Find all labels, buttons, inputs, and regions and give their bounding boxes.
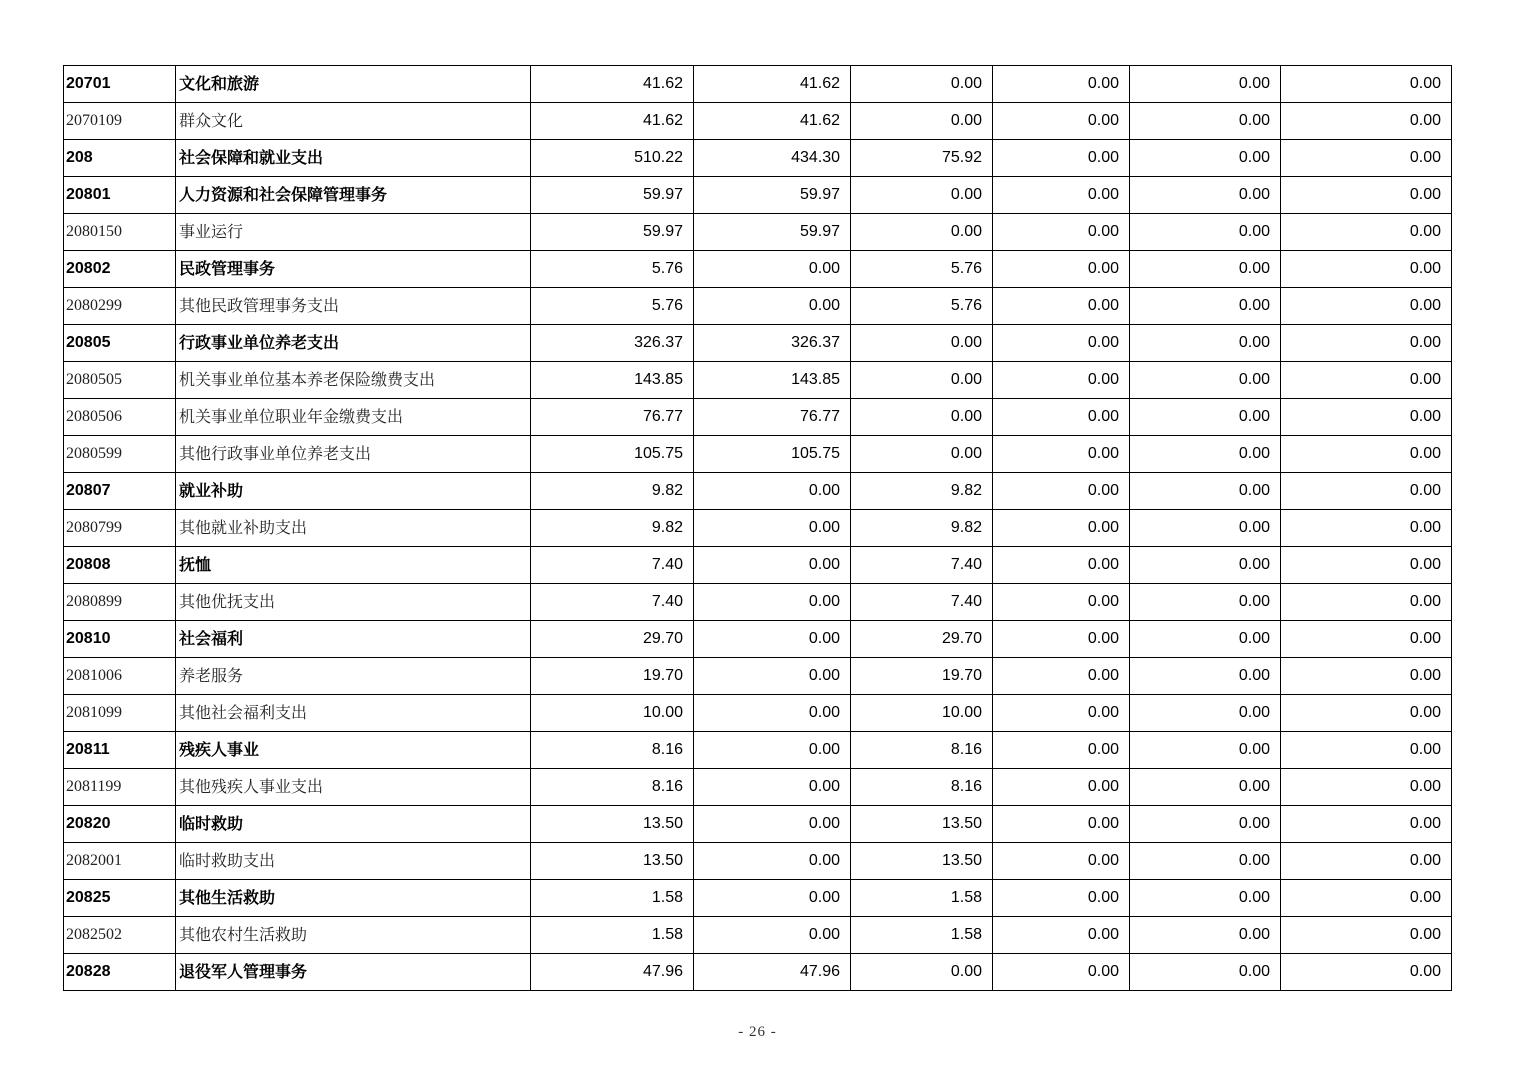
subject-name-cell: 机关事业单位职业年金缴费支出: [176, 399, 531, 436]
amount-cell: 0.00: [1130, 473, 1281, 510]
amount-cell: 0.00: [1281, 695, 1452, 732]
amount-cell: 0.00: [694, 658, 851, 695]
amount-cell: 0.00: [1130, 806, 1281, 843]
amount-cell: 0.00: [851, 214, 993, 251]
subject-code-cell: 208: [64, 140, 176, 177]
subject-code-cell: 20805: [64, 325, 176, 362]
amount-cell: 0.00: [993, 103, 1130, 140]
subject-code-cell: 2081199: [64, 769, 176, 806]
subject-name-cell: 残疾人事业: [176, 732, 531, 769]
amount-cell: 0.00: [993, 140, 1130, 177]
amount-cell: 0.00: [993, 251, 1130, 288]
subject-code-cell: 2080299: [64, 288, 176, 325]
amount-cell: 29.70: [851, 621, 993, 658]
table-row: [64, 214, 1452, 251]
amount-cell: 0.00: [1281, 288, 1452, 325]
amount-cell: 0.00: [993, 806, 1130, 843]
table-row: [64, 66, 1452, 103]
amount-cell: 8.16: [851, 732, 993, 769]
amount-cell: 7.40: [531, 584, 694, 621]
subject-name-cell: 机关事业单位基本养老保险缴费支出: [176, 362, 531, 399]
subject-code-cell: 2080506: [64, 399, 176, 436]
amount-cell: 9.82: [851, 510, 993, 547]
subject-name-cell: 民政管理事务: [176, 251, 531, 288]
amount-cell: 326.37: [531, 325, 694, 362]
subject-code-cell: 2070109: [64, 103, 176, 140]
subject-name-cell: 退役军人管理事务: [176, 954, 531, 991]
subject-code-cell: 2081099: [64, 695, 176, 732]
table-row: [64, 325, 1452, 362]
amount-cell: 1.58: [531, 880, 694, 917]
amount-cell: 0.00: [694, 732, 851, 769]
amount-cell: 0.00: [1130, 288, 1281, 325]
table-row: [64, 658, 1452, 695]
amount-cell: 0.00: [1130, 880, 1281, 917]
amount-cell: 0.00: [993, 954, 1130, 991]
amount-cell: 0.00: [1130, 695, 1281, 732]
amount-cell: 47.96: [531, 954, 694, 991]
subject-code-cell: 2081006: [64, 658, 176, 695]
amount-cell: 143.85: [531, 362, 694, 399]
table-row: [64, 399, 1452, 436]
table-row: [64, 880, 1452, 917]
table-row: [64, 621, 1452, 658]
table-row: [64, 695, 1452, 732]
table-row: [64, 843, 1452, 880]
amount-cell: 19.70: [851, 658, 993, 695]
subject-code-cell: 20808: [64, 547, 176, 584]
table-row: [64, 436, 1452, 473]
amount-cell: 105.75: [694, 436, 851, 473]
amount-cell: 0.00: [1281, 880, 1452, 917]
amount-cell: 0.00: [1281, 843, 1452, 880]
amount-cell: 0.00: [1130, 584, 1281, 621]
amount-cell: 0.00: [993, 473, 1130, 510]
amount-cell: 0.00: [1281, 769, 1452, 806]
amount-cell: 0.00: [1281, 917, 1452, 954]
amount-cell: 0.00: [851, 325, 993, 362]
table-row: [64, 177, 1452, 214]
amount-cell: 5.76: [851, 251, 993, 288]
amount-cell: 510.22: [531, 140, 694, 177]
subject-name-cell: 行政事业单位养老支出: [176, 325, 531, 362]
amount-cell: 9.82: [851, 473, 993, 510]
amount-cell: 326.37: [694, 325, 851, 362]
table-row: [64, 917, 1452, 954]
amount-cell: 0.00: [1130, 251, 1281, 288]
amount-cell: 0.00: [993, 843, 1130, 880]
amount-cell: 0.00: [993, 288, 1130, 325]
amount-cell: 0.00: [694, 251, 851, 288]
subject-name-cell: 其他残疾人事业支出: [176, 769, 531, 806]
amount-cell: 0.00: [694, 917, 851, 954]
table-row: [64, 473, 1452, 510]
amount-cell: 0.00: [1281, 473, 1452, 510]
amount-cell: 8.16: [531, 732, 694, 769]
amount-cell: 41.62: [694, 103, 851, 140]
amount-cell: 0.00: [1281, 140, 1452, 177]
subject-code-cell: 20825: [64, 880, 176, 917]
table-row: [64, 732, 1452, 769]
amount-cell: 0.00: [993, 66, 1130, 103]
amount-cell: 0.00: [694, 510, 851, 547]
amount-cell: 0.00: [993, 177, 1130, 214]
amount-cell: 0.00: [993, 399, 1130, 436]
subject-name-cell: 养老服务: [176, 658, 531, 695]
amount-cell: 434.30: [694, 140, 851, 177]
subject-code-cell: 2082001: [64, 843, 176, 880]
amount-cell: 0.00: [1130, 843, 1281, 880]
subject-code-cell: 20828: [64, 954, 176, 991]
amount-cell: 0.00: [993, 769, 1130, 806]
subject-code-cell: 20810: [64, 621, 176, 658]
subject-name-cell: 抚恤: [176, 547, 531, 584]
table-row: [64, 510, 1452, 547]
amount-cell: 0.00: [1130, 103, 1281, 140]
amount-cell: 0.00: [1130, 547, 1281, 584]
amount-cell: 0.00: [993, 917, 1130, 954]
subject-name-cell: 其他农村生活救助: [176, 917, 531, 954]
amount-cell: 0.00: [993, 880, 1130, 917]
amount-cell: 7.40: [531, 547, 694, 584]
amount-cell: 41.62: [531, 103, 694, 140]
amount-cell: 5.76: [531, 251, 694, 288]
table-body: [64, 66, 1452, 991]
amount-cell: 0.00: [993, 214, 1130, 251]
amount-cell: 0.00: [1130, 436, 1281, 473]
amount-cell: 1.58: [851, 917, 993, 954]
amount-cell: 59.97: [531, 177, 694, 214]
amount-cell: 0.00: [1281, 436, 1452, 473]
amount-cell: 0.00: [1130, 954, 1281, 991]
subject-code-cell: 20807: [64, 473, 176, 510]
amount-cell: 0.00: [1281, 510, 1452, 547]
subject-name-cell: 事业运行: [176, 214, 531, 251]
subject-name-cell: 人力资源和社会保障管理事务: [176, 177, 531, 214]
amount-cell: 0.00: [1130, 399, 1281, 436]
amount-cell: 41.62: [694, 66, 851, 103]
amount-cell: 0.00: [993, 510, 1130, 547]
amount-cell: 13.50: [531, 843, 694, 880]
amount-cell: 0.00: [1281, 177, 1452, 214]
amount-cell: 41.62: [531, 66, 694, 103]
amount-cell: 0.00: [694, 621, 851, 658]
amount-cell: 0.00: [993, 584, 1130, 621]
amount-cell: 0.00: [851, 399, 993, 436]
amount-cell: 0.00: [1130, 325, 1281, 362]
amount-cell: 0.00: [1281, 325, 1452, 362]
amount-cell: 0.00: [1130, 621, 1281, 658]
amount-cell: 9.82: [531, 510, 694, 547]
amount-cell: 0.00: [851, 66, 993, 103]
amount-cell: 5.76: [851, 288, 993, 325]
amount-cell: 0.00: [993, 658, 1130, 695]
amount-cell: 59.97: [694, 177, 851, 214]
table-row: [64, 288, 1452, 325]
page-number: - 26 -: [738, 1024, 777, 1040]
amount-cell: 0.00: [1130, 66, 1281, 103]
subject-name-cell: 文化和旅游: [176, 66, 531, 103]
subject-name-cell: 临时救助支出: [176, 843, 531, 880]
amount-cell: 0.00: [694, 695, 851, 732]
amount-cell: 1.58: [531, 917, 694, 954]
amount-cell: 0.00: [851, 954, 993, 991]
subject-name-cell: 社会福利: [176, 621, 531, 658]
table-row: [64, 251, 1452, 288]
amount-cell: 10.00: [851, 695, 993, 732]
amount-cell: 0.00: [1281, 732, 1452, 769]
amount-cell: 0.00: [851, 436, 993, 473]
amount-cell: 0.00: [694, 547, 851, 584]
amount-cell: 0.00: [993, 362, 1130, 399]
subject-code-cell: 2082502: [64, 917, 176, 954]
subject-code-cell: 2080799: [64, 510, 176, 547]
amount-cell: 0.00: [694, 880, 851, 917]
amount-cell: 0.00: [694, 584, 851, 621]
amount-cell: 0.00: [1281, 251, 1452, 288]
amount-cell: 0.00: [1130, 362, 1281, 399]
subject-name-cell: 其他行政事业单位养老支出: [176, 436, 531, 473]
subject-name-cell: 其他社会福利支出: [176, 695, 531, 732]
table-row: [64, 954, 1452, 991]
amount-cell: 0.00: [694, 806, 851, 843]
amount-cell: 0.00: [1281, 547, 1452, 584]
subject-code-cell: 2080599: [64, 436, 176, 473]
amount-cell: 29.70: [531, 621, 694, 658]
amount-cell: 0.00: [1130, 140, 1281, 177]
amount-cell: 0.00: [694, 843, 851, 880]
amount-cell: 5.76: [531, 288, 694, 325]
amount-cell: 8.16: [851, 769, 993, 806]
amount-cell: 0.00: [694, 288, 851, 325]
amount-cell: 0.00: [1281, 66, 1452, 103]
subject-name-cell: 就业补助: [176, 473, 531, 510]
amount-cell: 8.16: [531, 769, 694, 806]
amount-cell: 7.40: [851, 547, 993, 584]
amount-cell: 0.00: [993, 621, 1130, 658]
amount-cell: 13.50: [851, 806, 993, 843]
amount-cell: 0.00: [1281, 658, 1452, 695]
amount-cell: 105.75: [531, 436, 694, 473]
amount-cell: 0.00: [1281, 214, 1452, 251]
amount-cell: 59.97: [531, 214, 694, 251]
amount-cell: 0.00: [1130, 732, 1281, 769]
amount-cell: 0.00: [1130, 214, 1281, 251]
subject-code-cell: 2080150: [64, 214, 176, 251]
amount-cell: 0.00: [1281, 584, 1452, 621]
amount-cell: 76.77: [531, 399, 694, 436]
table-row: [64, 547, 1452, 584]
amount-cell: 1.58: [851, 880, 993, 917]
table-row: [64, 584, 1452, 621]
amount-cell: 0.00: [993, 695, 1130, 732]
amount-cell: 0.00: [1281, 621, 1452, 658]
amount-cell: 19.70: [531, 658, 694, 695]
subject-code-cell: 20701: [64, 66, 176, 103]
subject-name-cell: 其他优抚支出: [176, 584, 531, 621]
amount-cell: 0.00: [993, 325, 1130, 362]
table-row: [64, 769, 1452, 806]
amount-cell: 0.00: [1130, 917, 1281, 954]
subject-code-cell: 20801: [64, 177, 176, 214]
amount-cell: 7.40: [851, 584, 993, 621]
amount-cell: 47.96: [694, 954, 851, 991]
subject-name-cell: 群众文化: [176, 103, 531, 140]
table-row: [64, 362, 1452, 399]
amount-cell: 0.00: [1281, 103, 1452, 140]
subject-code-cell: 20802: [64, 251, 176, 288]
subject-code-cell: 20820: [64, 806, 176, 843]
subject-code-cell: 20811: [64, 732, 176, 769]
amount-cell: 0.00: [1281, 954, 1452, 991]
subject-name-cell: 社会保障和就业支出: [176, 140, 531, 177]
amount-cell: 0.00: [851, 177, 993, 214]
table-row: [64, 806, 1452, 843]
amount-cell: 10.00: [531, 695, 694, 732]
amount-cell: 0.00: [694, 473, 851, 510]
budget-expenditure-table: [63, 65, 1452, 991]
amount-cell: 0.00: [1130, 177, 1281, 214]
amount-cell: 143.85: [694, 362, 851, 399]
amount-cell: 9.82: [531, 473, 694, 510]
amount-cell: 76.77: [694, 399, 851, 436]
amount-cell: 0.00: [993, 547, 1130, 584]
amount-cell: 0.00: [993, 732, 1130, 769]
table-row: [64, 103, 1452, 140]
amount-cell: 0.00: [1130, 510, 1281, 547]
amount-cell: 0.00: [1130, 769, 1281, 806]
subject-code-cell: 2080505: [64, 362, 176, 399]
amount-cell: 0.00: [1281, 806, 1452, 843]
amount-cell: 0.00: [1281, 399, 1452, 436]
amount-cell: 0.00: [1130, 658, 1281, 695]
subject-name-cell: 其他民政管理事务支出: [176, 288, 531, 325]
table-row: [64, 140, 1452, 177]
subject-name-cell: 其他生活救助: [176, 880, 531, 917]
amount-cell: 75.92: [851, 140, 993, 177]
subject-name-cell: 其他就业补助支出: [176, 510, 531, 547]
amount-cell: 0.00: [851, 362, 993, 399]
subject-name-cell: 临时救助: [176, 806, 531, 843]
amount-cell: 0.00: [851, 103, 993, 140]
amount-cell: 0.00: [993, 436, 1130, 473]
amount-cell: 59.97: [694, 214, 851, 251]
subject-code-cell: 2080899: [64, 584, 176, 621]
amount-cell: 13.50: [851, 843, 993, 880]
amount-cell: 0.00: [694, 769, 851, 806]
amount-cell: 13.50: [531, 806, 694, 843]
amount-cell: 0.00: [1281, 362, 1452, 399]
